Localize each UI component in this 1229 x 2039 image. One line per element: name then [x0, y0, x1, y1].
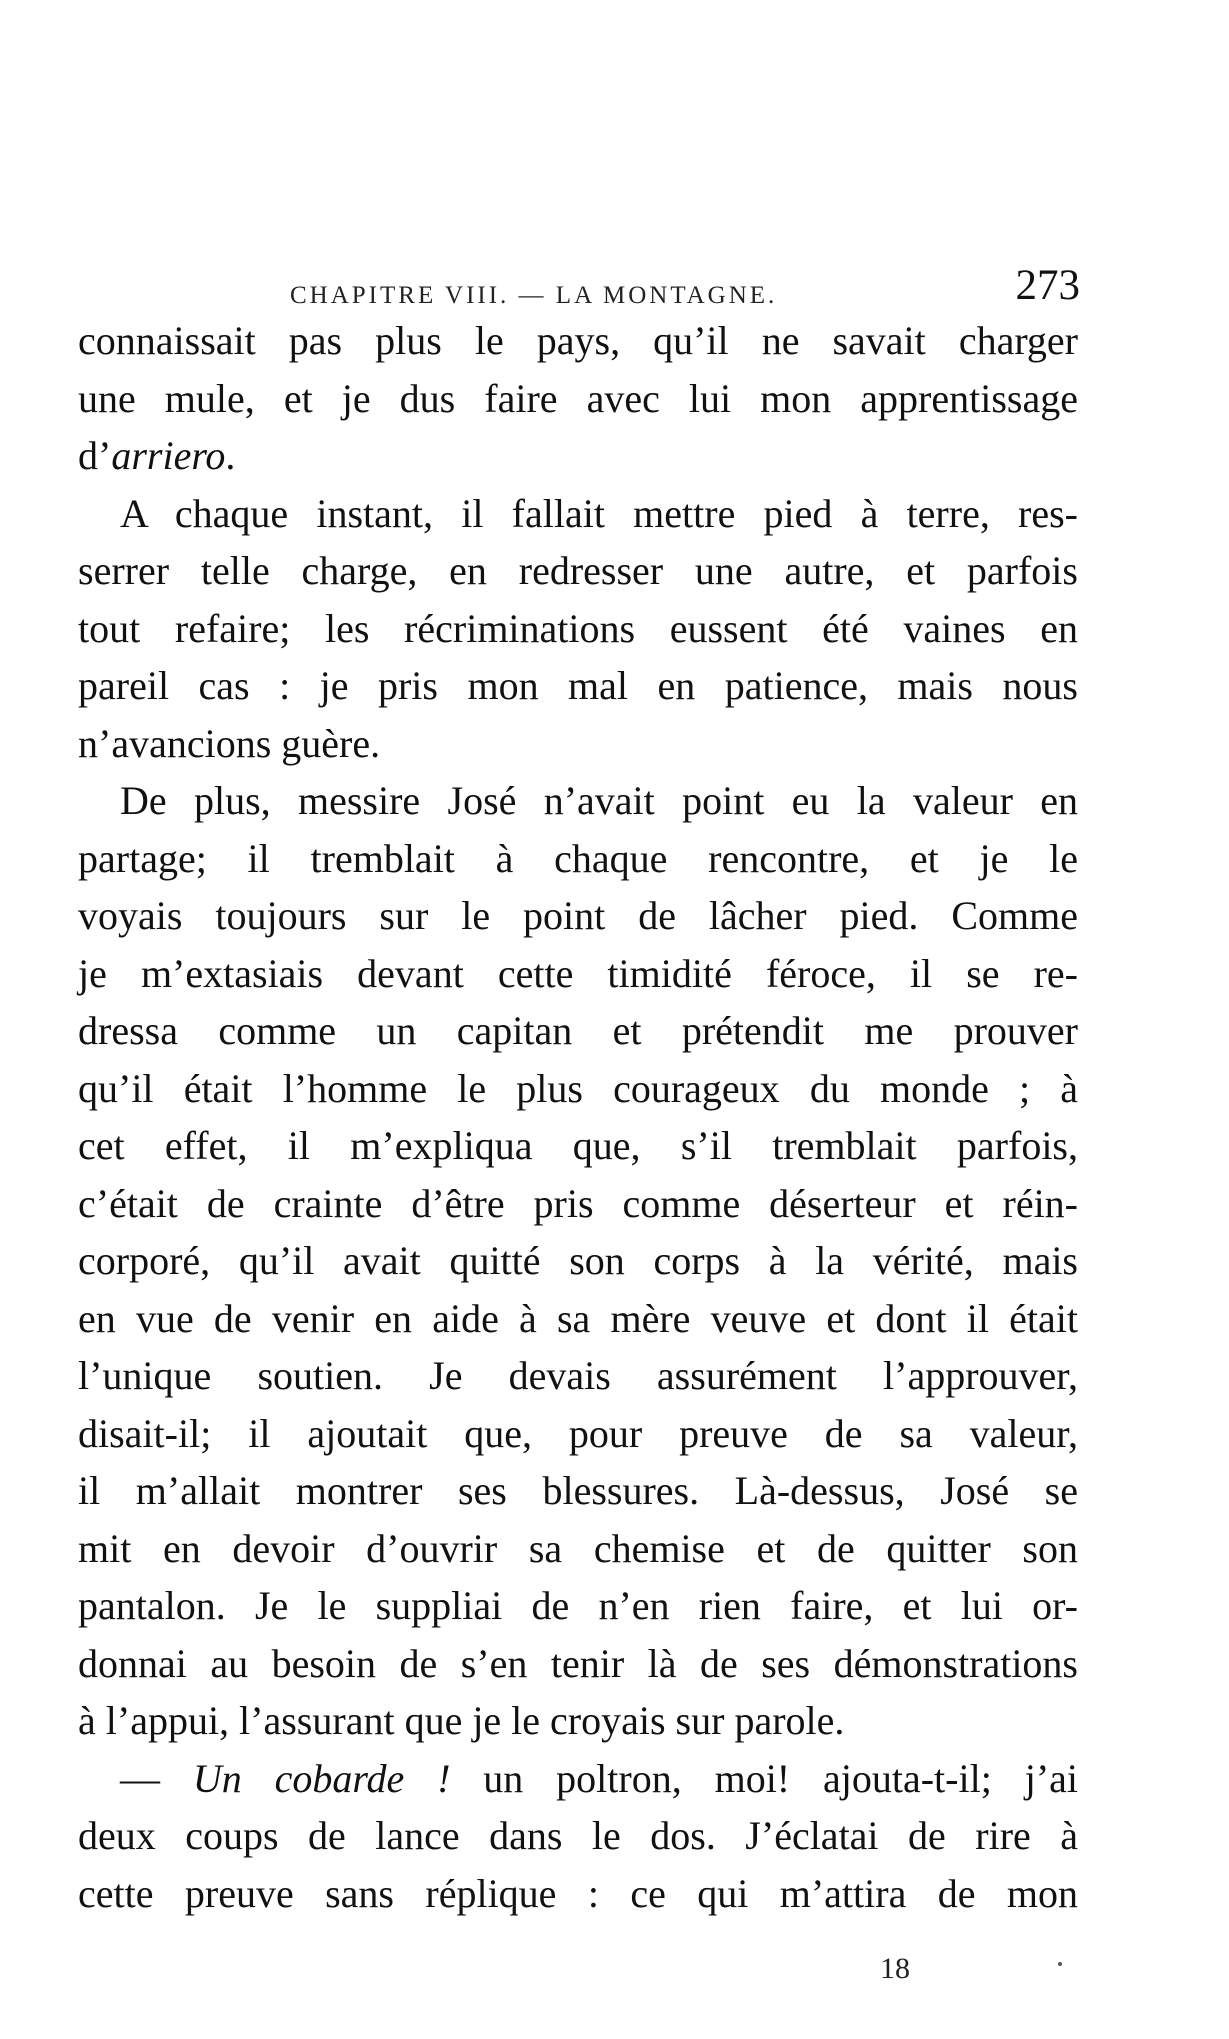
running-header	[290, 250, 1080, 310]
text-line: corporé, qu’il avait quitté son corps à la vérité, mais	[78, 1238, 1078, 1283]
text-line: deux coups de lance dans le dos. J’éclatai de rire à	[78, 1813, 1078, 1858]
text-line: c’était de crainte d’être pris comme déserteur et réin-	[78, 1180, 1078, 1226]
chapter-title: CHAPITRE VIII. — LA MONTAGNE.	[290, 282, 778, 309]
paragraph-1	[78, 312, 1078, 485]
text-fragment: .	[225, 433, 236, 478]
text-line: en vue de venir en aide à sa mère veuve et dont il était	[78, 1295, 1078, 1341]
text-line: serrer telle charge, en redresser une autre, et parfois	[78, 548, 1078, 593]
paragraph-4	[78, 1750, 1078, 1923]
text-line: cet effet, il m’expliqua que, s’il tremblait parfois,	[78, 1123, 1078, 1168]
text-line: connaissait pas plus le pays, qu’il ne savait charger	[78, 318, 1078, 363]
paragraph-2	[78, 485, 1078, 773]
text-line: à l’appui, l’assurant que je le croyais sur parole.	[78, 1698, 845, 1743]
text-line: qu’il était l’homme le plus courageux du monde ; à	[78, 1065, 1078, 1111]
page-number: 273	[1015, 262, 1080, 309]
text-line: dressa comme un capitan et prétendit me prouver	[78, 1008, 1078, 1053]
signature-mark: 18	[880, 1952, 910, 1985]
text-line: partage; il tremblait à chaque rencontre, et je le	[78, 835, 1078, 881]
text-line: il m’allait montrer ses blessures. Là-dessus, José se	[78, 1468, 1078, 1513]
text-line	[78, 427, 1078, 485]
italic-term: Un cobarde !	[192, 1755, 451, 1801]
italic-term: arriero	[111, 433, 226, 478]
text-line: disait-il; il ajoutait que, pour preuve de sa valeur,	[78, 1410, 1078, 1456]
text-line: une mule, et je dus faire avec lui mon apprentissage	[78, 375, 1078, 421]
paragraph-3	[78, 772, 1078, 1750]
body-text	[78, 312, 1078, 1922]
text-line: mit en devoir d’ouvrir sa chemise et de quitter son	[78, 1525, 1078, 1571]
text-line: De plus, messire José n’avait point eu la valeur en	[120, 778, 1078, 823]
text-fragment: d’	[78, 433, 112, 478]
text-line: cette preuve sans réplique : ce qui m’attira de mon	[78, 1870, 1078, 1916]
text-line: donnai au besoin de s’en tenir là de ses démonstrations	[78, 1640, 1078, 1686]
text-fragment: —	[120, 1755, 193, 1801]
text-line: pareil cas : je pris mon mal en patience, mais nous	[78, 663, 1078, 708]
text-line: l’unique soutien. Je devais assurément l’approuver,	[78, 1353, 1078, 1398]
text-line: A chaque instant, il fallait mettre pied à terre, res-	[120, 490, 1078, 536]
text-line: tout refaire; les récriminations eussent été vaines en	[78, 605, 1078, 651]
text-line: je m’extasiais devant cette timidité féroce, il se re-	[78, 950, 1078, 996]
page-speck	[1058, 1962, 1062, 1966]
text-line	[78, 1750, 1078, 1808]
text-fragment: un poltron, moi! ajouta-t-il; j’ai	[450, 1755, 1078, 1801]
text-line: n’avancions guère.	[78, 720, 381, 766]
text-line: pantalon. Je le suppliai de n’en rien faire, et lui or-	[78, 1583, 1078, 1628]
text-line: voyais toujours sur le point de lâcher pied. Comme	[78, 893, 1078, 938]
